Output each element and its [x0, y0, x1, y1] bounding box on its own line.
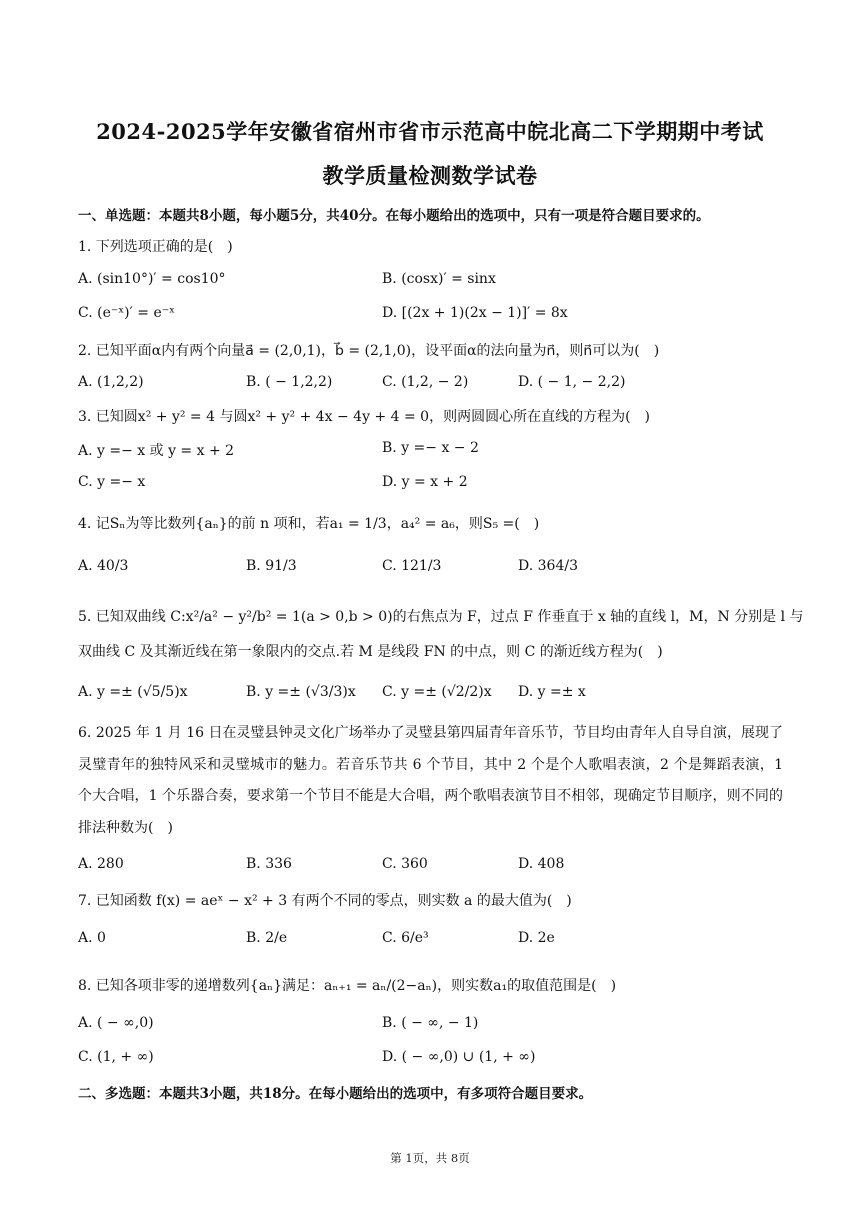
question-4-option-d: D. 364/3 [518, 558, 578, 574]
question-5-option-b: B. y =± (√3/3)x [246, 684, 356, 700]
exam-title-line1: 2024-2025学年安徽省宿州市省市示范高中皖北高二下学期期中考试 [96, 119, 764, 144]
section-multiple-choice-header: 二、多选题：本题共3小题，共18分。在每小题给出的选项中，有多项符合题目要求。 [78, 1086, 593, 1102]
question-6-option-a: A. 280 [78, 856, 124, 872]
exam-title-line2: 教学质量检测数学试卷 [322, 163, 538, 188]
question-2-option-d: D. ( − 1, − 2,2) [518, 374, 626, 390]
question-8-option-d: D. ( − ∞,0) ∪ (1, + ∞) [382, 1049, 536, 1065]
question-8-option-a: A. ( − ∞,0) [78, 1015, 154, 1031]
question-3-stem: 3. 已知圆x² + y² = 4 与圆x² + y² + 4x − 4y + 4 = 0，则两圆圆心所在直线的方程为( ) [78, 409, 650, 425]
question-7-option-a: A. 0 [78, 930, 106, 946]
question-2-option-b: B. ( − 1,2,2) [246, 374, 333, 390]
question-1-stem: 1. 下列选项正确的是( ) [78, 239, 233, 255]
question-6-option-d: D. 408 [518, 856, 565, 872]
question-8-option-c: C. (1, + ∞) [78, 1049, 154, 1065]
question-5-option-d: D. y =± x [518, 684, 586, 700]
question-4-stem: 4. 记Sₙ为等比数列{aₙ}的前 n 项和，若a₁ = 1/3，a₄² = a₆，则S₅ =( ) [78, 516, 540, 532]
question-5-stem-line2: 双曲线 C 及其渐近线在第一象限内的交点.若 M 是线段 FN 的中点，则 C 的渐近线方程为( ) [78, 644, 663, 660]
question-4-option-b: B. 91/3 [246, 558, 297, 574]
question-2-stem: 2. 已知平面α内有两个向量a⃗ = (2,0,1)，b⃗ = (2,1,0)，设平面α的法向量为n⃗，则n⃗可以为( ) [78, 343, 660, 359]
question-3-option-a: A. y =− x 或 y = x + 2 [78, 443, 235, 459]
question-1-option-a: A. (sin10°)′ = cos10° [78, 271, 226, 287]
question-3-option-b: B. y =− x − 2 [382, 440, 479, 456]
question-7-option-c: C. 6/e³ [382, 930, 429, 946]
question-1-option-b: B. (cosx)′ = sinx [382, 271, 496, 287]
question-1-option-d: D. [(2x + 1)(2x − 1)]′ = 8x [382, 305, 568, 321]
question-5-stem-line1: 5. 已知双曲线 C:x²/a² − y²/b² = 1(a > 0,b > 0)的右焦点为 F，过点 F 作垂直于 x 轴的直线 l，M，N 分别是 l 与 [78, 609, 804, 625]
question-8-option-b: B. ( − ∞, − 1) [382, 1015, 479, 1031]
section-single-choice-header: 一、单选题：本题共8小题，每小题5分，共40分。在每小题给出的选项中，只有一项是符合题目要求的。 [78, 208, 710, 224]
question-5-option-c: C. y =± (√2/2)x [382, 684, 492, 700]
question-6-stem: 6. 2025 年 1 月 16 日在灵璧县钟灵文化广场举办了灵璧县第四届青年音乐节，节目均由青年人自导自演，展现了灵璧青年的独特风采和灵璧城市的魅力。若音乐节共 6 个节目，其中 2 个是个人歌唱表演，2 个是舞蹈表演，1 个大合唱，1 个乐器合奏，要求第一个节目不能是大合唱，两个歌唱表演节目不相邻，现确定节目顺序，则不同的排法种数为( ) [78, 725, 783, 836]
question-4-option-a: A. 40/3 [78, 558, 129, 574]
page-footer: 第 1页，共 8页 [390, 1151, 470, 1165]
question-4-option-c: C. 121/3 [382, 558, 442, 574]
question-6-option-c: C. 360 [382, 856, 428, 872]
question-8-stem: 8. 已知各项非零的递增数列{aₙ}满足：aₙ₊₁ = aₙ/(2−aₙ)，则实数a₁的取值范围是( ) [78, 978, 617, 994]
question-7-option-b: B. 2/e [246, 930, 288, 946]
question-7-option-d: D. 2e [518, 930, 555, 946]
question-2-option-a: A. (1,2,2) [78, 374, 144, 390]
question-2-option-c: C. (1,2, − 2) [382, 374, 469, 390]
question-5-option-a: A. y =± (√5/5)x [78, 684, 188, 700]
question-6-option-b: B. 336 [246, 856, 292, 872]
question-3-option-c: C. y =− x [78, 474, 146, 490]
question-3-option-d: D. y = x + 2 [382, 474, 468, 490]
question-7-stem: 7. 已知函数 f(x) = aeˣ − x² + 3 有两个不同的零点，则实数 a 的最大值为( ) [78, 893, 572, 909]
question-1-option-c: C. (e⁻ˣ)′ = e⁻ˣ [78, 305, 176, 321]
